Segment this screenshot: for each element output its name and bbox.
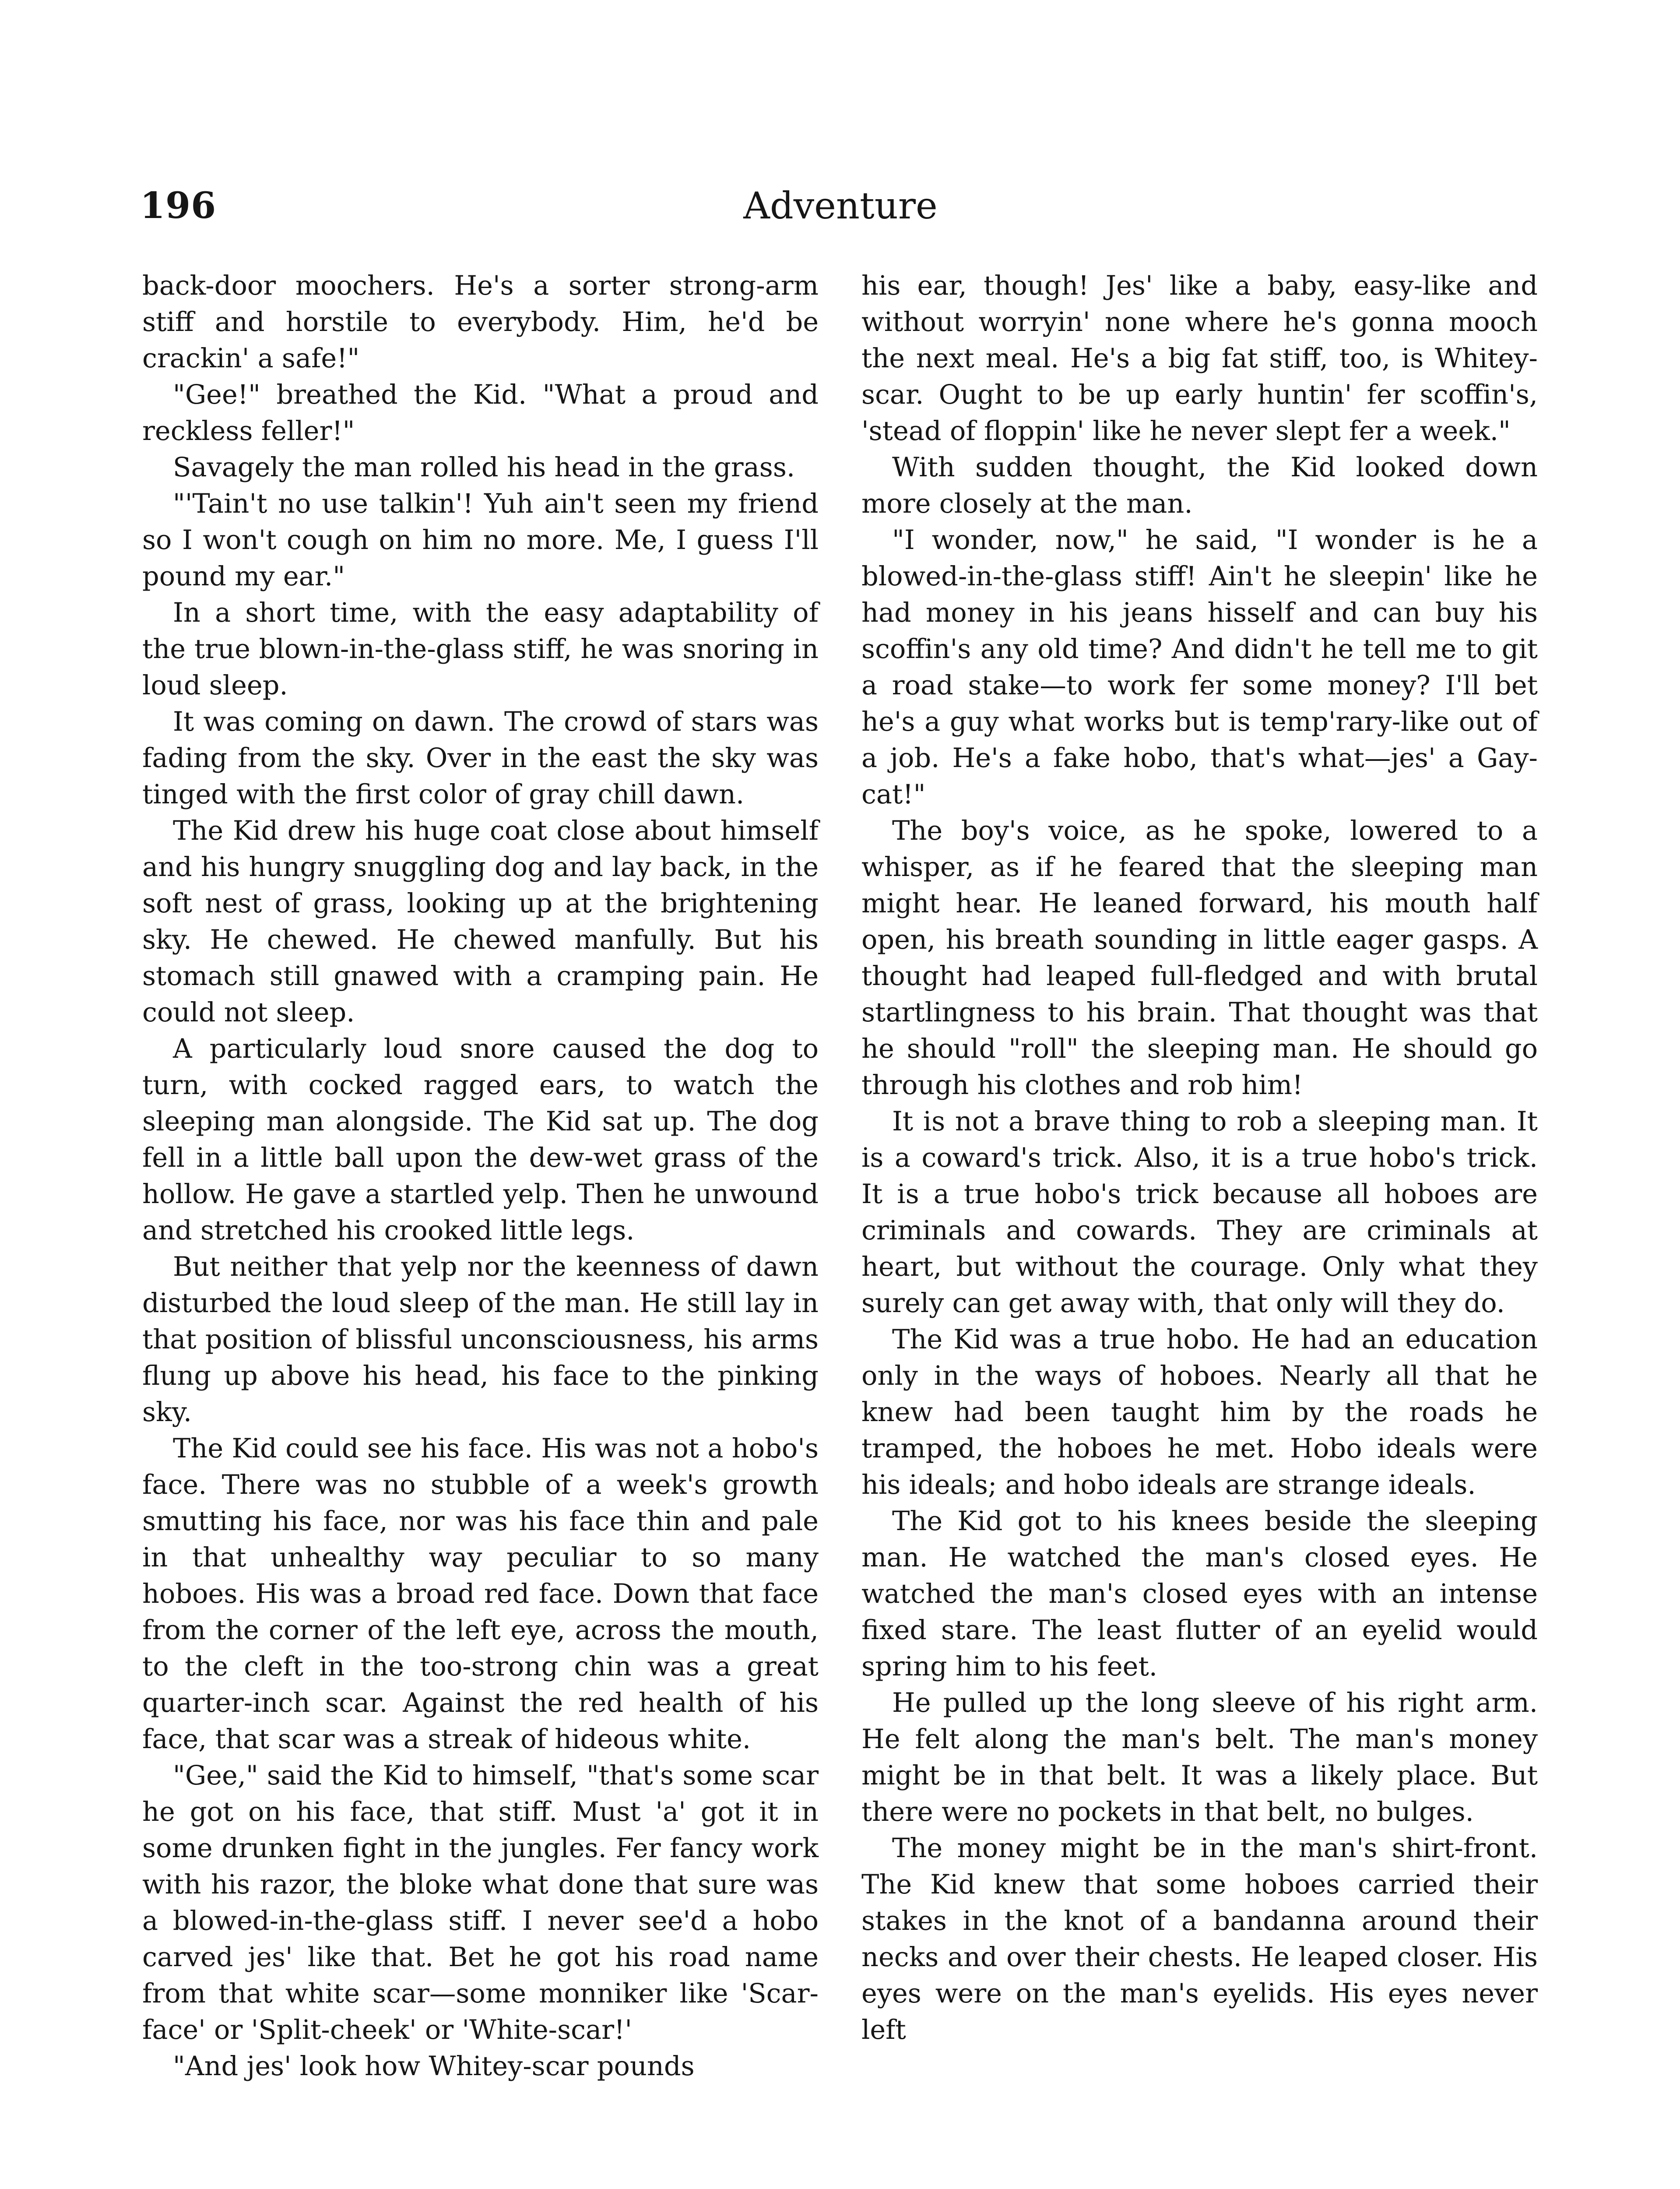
left-column — [142, 268, 819, 2085]
paragraph: "I wonder, now," he said, "I wonder is he a blowed-in-the-glass stiff! Ain't he sleepin' like he had money in his jeans hisself and can buy his scoffin's any old time? And didn't he tell me to git a road stake—to work fer some money? I'll bet he's a guy what works but is temp'rary-like out of a job. He's a fake hobo, that's what—jes' a Gay-cat!" — [861, 525, 1538, 810]
paragraph: "Gee!" breathed the Kid. "What a proud and reckless feller!" — [142, 380, 819, 447]
page-number: 196 — [140, 185, 217, 227]
paragraph: But neither that yelp nor the keenness of dawn disturbed the loud sleep of the man. He still lay in that position of blissful unconsciousness, his arms flung up above his head, his face to the pinking sky. — [142, 1252, 819, 1428]
paragraph: Savagely the man rolled his head in the grass. — [173, 452, 795, 483]
paragraph: The Kid drew his huge coat close about himself and his hungry snuggling dog and lay back, in the soft nest of grass, looking up at the brightening sky. He chewed. He chewed manfully. But his stomach still gnawed with a cramping pain. He could not sleep. — [142, 816, 819, 1028]
paragraph: The boy's voice, as he spoke, lowered to a whisper, as if he feared that the sleeping man might hear. He leaned forward, his mouth half open, his breath sounding in little eager gasps. A thought had leaped full-fledged and with brutal startlingness to his brain. That thought was that he should "roll" the sleeping man. He should go through his clothes and rob him! — [861, 816, 1538, 1101]
paragraph: The Kid got to his knees beside the sleeping man. He watched the man's closed eyes. He watched the man's closed eyes with an intense fixed stare. The least flutter of an eyelid would spring him to his feet. — [861, 1506, 1538, 1682]
paragraph: The money might be in the man's shirt-front. The Kid knew that some hoboes carried their stakes in the knot of a bandanna around their necks and over their chests. He leaped closer. His eyes were on the man's eyelids. His eyes never left — [861, 1833, 1538, 2045]
paragraph: "And jes' look how Whitey-scar pounds — [173, 2051, 695, 2082]
paragraph: He pulled up the long sleeve of his right arm. He felt along the man's belt. The man's money might be in that belt. It was a likely place. But there were no pockets in that belt, no bulges. — [861, 1688, 1538, 1827]
paragraph: In a short time, with the easy adaptability of the true blown-in-the-glass stiff, he was snoring in loud sleep. — [142, 598, 819, 701]
paragraph: his ear, though! Jes' like a baby, easy-like and without worryin' none where he's gonna mooch the next meal. He's a big fat stiff, too, is Whitey-scar. Ought to be up early huntin' fer scoffin's, 'stead of floppin' like he never slept fer a week." — [861, 271, 1538, 447]
paragraph: The Kid could see his face. His was not a hobo's face. There was no stubble of a week's growth smutting his face, nor was his face thin and pale in that unhealthy way peculiar to so many hoboes. His was a broad red face. Down that face from the corner of the left eye, across the mouth, to the cleft in the too-strong chin was a great quarter-inch scar. Against the red health of his face, that scar was a streak of hideous white. — [142, 1433, 819, 1755]
paragraph: It is not a brave thing to rob a sleeping man. It is a coward's trick. Also, it is a true hobo's trick. It is a true hobo's trick because all hoboes are criminals and cowards. They are criminals at heart, but without the courage. Only what they surely can get away with, that only will they do. — [861, 1106, 1538, 1319]
running-head: Adventure — [743, 184, 938, 227]
paragraph: back-door moochers. He's a sorter strong-arm stiff and horstile to everybody. Him, he'd be crackin' a safe!" — [142, 271, 819, 374]
paragraph: "'Tain't no use talkin'! Yuh ain't seen my friend so I won't cough on him no more. Me, I guess I'll pound my ear." — [142, 489, 819, 592]
right-column — [861, 268, 1538, 2048]
paragraph: A particularly loud snore caused the dog to turn, with cocked ragged ears, to watch the sleeping man alongside. The Kid sat up. The dog fell in a little ball upon the dew-wet grass of the hollow. He gave a startled yelp. Then he unwound and stretched his crooked little legs. — [142, 1034, 819, 1246]
paragraph: With sudden thought, the Kid looked down more closely at the man. — [861, 452, 1538, 519]
paragraph: It was coming on dawn. The crowd of stars was fading from the sky. Over in the east the sky was tinged with the first color of gray chill dawn. — [142, 707, 819, 810]
page-header — [140, 175, 1541, 236]
paragraph: "Gee," said the Kid to himself, "that's some scar he got on his face, that stiff. Must 'a' got it in some drunken fight in the jungles. Fer fancy work with his razor, the bloke what done that sure was a blowed-in-the-glass stiff. I never see'd a hobo carved jes' like that. Bet he got his road name from that white scar—some monniker like 'Scar-face' or 'Split-cheek' or 'White-scar!' — [142, 1760, 819, 2045]
paragraph: The Kid was a true hobo. He had an education only in the ways of hoboes. Nearly all that he knew had been taught him by the roads he tramped, the hoboes he met. Hobo ideals were his ideals; and hobo ideals are strange ideals. — [861, 1324, 1538, 1500]
